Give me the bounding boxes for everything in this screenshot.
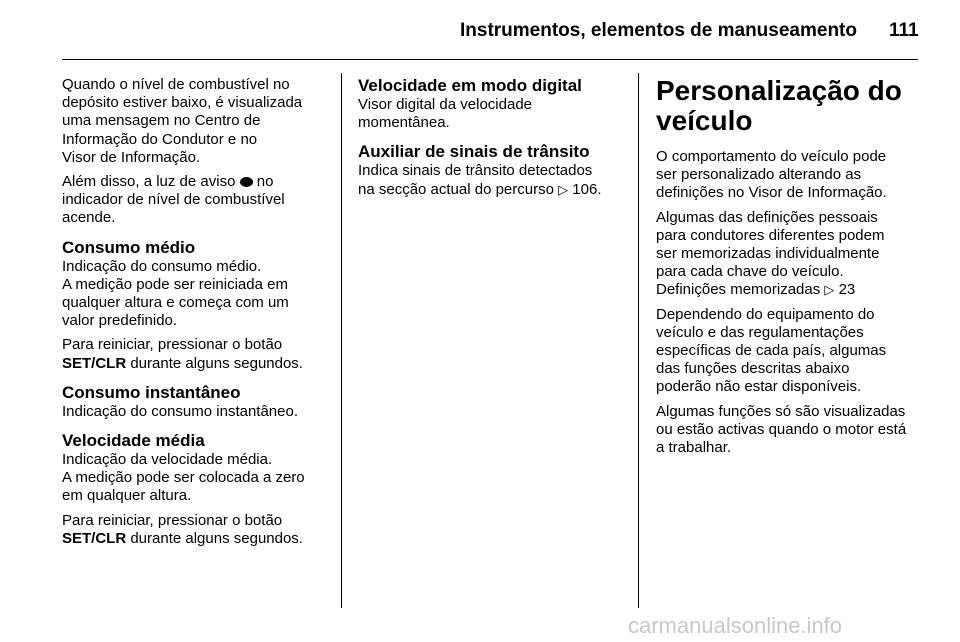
column-middle [358, 76, 628, 205]
personalizacao-paragraph-1: O comportamento do veículo pode ser personalizado alterando as definições no Visor de Informação. [656, 148, 887, 202]
page-header [0, 0, 960, 62]
set-clr-key: SET/CLR [62, 529, 127, 547]
set-clr-key: SET/CLR [62, 354, 127, 372]
velocidade-media-paragraph: Indicação da velocidade média. A medição pode ser colocada a zero em qualquer altura. [62, 451, 305, 505]
reset-instruction-2: Para reiniciar, pressionar o botão SET/CLR durante alguns segundos. [62, 511, 303, 547]
personalizacao-paragraph-4: Algumas funções só são visualizadas ou estão activas quando o motor está a trabalhar. [656, 402, 907, 457]
column-divider-left [341, 73, 342, 608]
consumo-instantaneo-paragraph: Indicação do consumo instantâneo. [62, 402, 298, 420]
heading-sinais-transito: Auxiliar de sinais de trânsito [358, 142, 590, 162]
warning-light-paragraph: Além disso, a luz de aviso no indicador de nível de combustível acende. [62, 173, 285, 227]
heading-velocidade-digital: Velocidade em modo digital [358, 76, 582, 95]
column-divider-right [638, 73, 639, 608]
consumo-medio-paragraph: Indicação do consumo médio. A medição pode ser reiniciada em qualquer altura e começa com um valor predefinido. [62, 257, 289, 330]
column-left [62, 76, 334, 554]
personalizacao-paragraph-3: Dependendo do equipamento do veículo e das regulamentações específicas de cada país, algumas das funções descritas abaixo poderão não estar disponíveis. [656, 305, 887, 396]
watermark: carmanualsonline.info [628, 613, 843, 638]
column-right [656, 76, 924, 463]
page-reference[interactable]: 106. [572, 180, 602, 198]
header-divider [62, 59, 918, 60]
page-reference[interactable]: 23 [838, 281, 856, 299]
heading-velocidade-media: Velocidade média [62, 431, 205, 451]
heading-personalizacao: Personalização do veículo [656, 75, 902, 136]
page-number: 111 [889, 20, 919, 41]
fuel-level-paragraph: Quando o nível de combustível no depósito estiver baixo, é visualizada uma mensagem no Centro de Informação do Condutor e no Visor de Informação. [62, 76, 303, 166]
heading-consumo-instantaneo: Consumo instantâneo [62, 382, 241, 402]
sinais-transito-paragraph: Indica sinais de trânsito detectados na secção actual do percurso ▷ 106. [358, 162, 602, 198]
reset-instruction-1: Para reiniciar, pressionar o botão SET/CLR durante alguns segundos. [62, 336, 303, 372]
velocidade-digital-paragraph: Visor digital da velocidade momentânea. [358, 96, 533, 132]
reference-arrow-icon: ▷ [824, 282, 835, 298]
heading-consumo-medio: Consumo médio [62, 237, 196, 257]
fuel-warning-light-icon [240, 177, 253, 187]
section-title: Instrumentos, elementos de manuseamento [460, 20, 857, 41]
reference-arrow-icon: ▷ [558, 181, 569, 197]
personalizacao-paragraph-2: Algumas das definições pessoais para condutores diferentes podem ser memorizadas individualmente para cada chave do veículo. Definições memorizadas ▷ 23 [656, 208, 885, 299]
